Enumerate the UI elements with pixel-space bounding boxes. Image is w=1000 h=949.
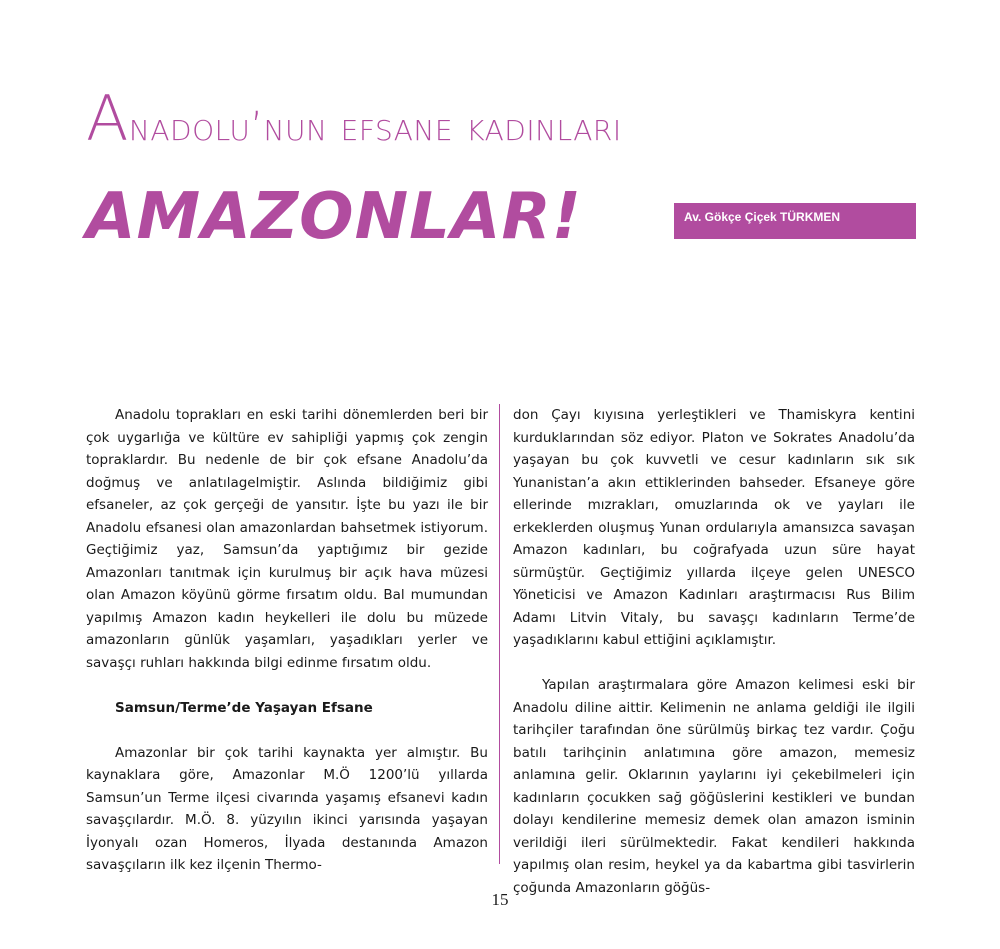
kicker-text: nadolu’nun efsane kadınları [128, 104, 622, 150]
paragraph-intro: Anadolu toprakları en eski tarihi dönemlerden beri bir çok uygarlığa ve kültüre ev sahipliği yapmış çok zengin topraklardır. Bu nedenle de bir çok efsane Anadolu’da doğmuş ve anlatılagelmiştir. Aslında bildiğimiz gibi efsaneler, az çok gerçeği de yansıtır. İşte bu yazı ile bir Anadolu efsanesi olan amazonlardan bahsetmek istiyorum. Geçtiğimiz yaz, Samsun’da yaptığımız bir gezide Amazonları tanıtmak için kurulmuş bir açık hava müzesi olan Amazon köyünü görme fırsatım oldu. Bal mumundan yapılmış Amazon kadın heykelleri ile dolu bu müzede amazonların günlük yaşamları, yaşadıkları yerler ve savaşçı ruhları hakkında bilgi edinme fırsatım oldu. [86, 407, 488, 671]
section-heading: Samsun/Terme’de Yaşayan Efsane [115, 699, 373, 716]
spacer [513, 652, 915, 675]
right-column [513, 404, 915, 899]
article-kicker [86, 82, 622, 155]
article-headline: AMAZONLAR! [86, 180, 582, 254]
author-badge: Av. Gökçe Çiçek TÜRKMEN [674, 203, 916, 239]
paragraph-etymology: Yapılan araştırmalara göre Amazon kelimesi eski bir Anadolu diline aittir. Kelimenin ne anlama geldiği ile ilgili tarihçiler tarafından öne sürülmüş birkaç tez vardır. Çoğu batılı tarihçinin anlatımına göre amazon, memesiz anlamına gelir. Oklarının yaylarını iyi çekebilmeleri için kadınların çocukken sağ göğüslerini kestikleri ve bundan dolayı kendilerine memesiz demek olan amazon isminin verildiği ileri sürülmektedir. Fakat kendileri hakkında yapılmış olan resim, heykel ya da kabartma gibi tasvirlerin çoğunda Amazonların göğüs- [513, 677, 915, 896]
paragraph-sources: Amazonlar bir çok tarihi kaynakta yer almıştır. Bu kaynaklara göre, Amazonlar M.Ö 1200’lü yıllarda Samsun’un Terme ilçesi civarında yaşamış efsanevi kadın savaşçılardır. M.Ö. 8. yüzyılın ikinci yarısında yaşayan İyonyalı ozan Homeros, İlyada destanında Amazon savaşçıların ilk kez ilçenin Thermo- [86, 744, 488, 873]
column-divider [499, 404, 500, 864]
kicker-initial: A [86, 82, 129, 155]
left-column [86, 404, 488, 877]
spacer [86, 719, 488, 742]
page-number: 15 [491, 890, 509, 909]
spacer [86, 674, 488, 697]
paragraph-sources-continued: don Çayı kıyısına yerleştikleri ve Thamiskyra kentini kurduklarından söz ediyor. Platon ve Sokrates Anadolu’da yaşayan bu çok kuvvetli ve cesur kadınların sık sık Yunanistan’a akın ettiklerinden bahseder. Efsaneye göre ellerinde mızrakları, omuzlarında ok ve yayları ile erkeklerden oluşmuş Yunan ordularıyla amansızca savaşan Amazon kadınları, bu coğrafyada uzun süre hayat sürmüştür. Geçtiğimiz yıllarda ilçeye gelen UNESCO Yöneticisi ve Amazon Kadınları araştırmacısı Rus Bilim Adamı Litvin Vitaly, bu savaşçı kadınların Terme’de yaşadıklarını kabul ettiğini açıklamıştır. [513, 407, 915, 648]
